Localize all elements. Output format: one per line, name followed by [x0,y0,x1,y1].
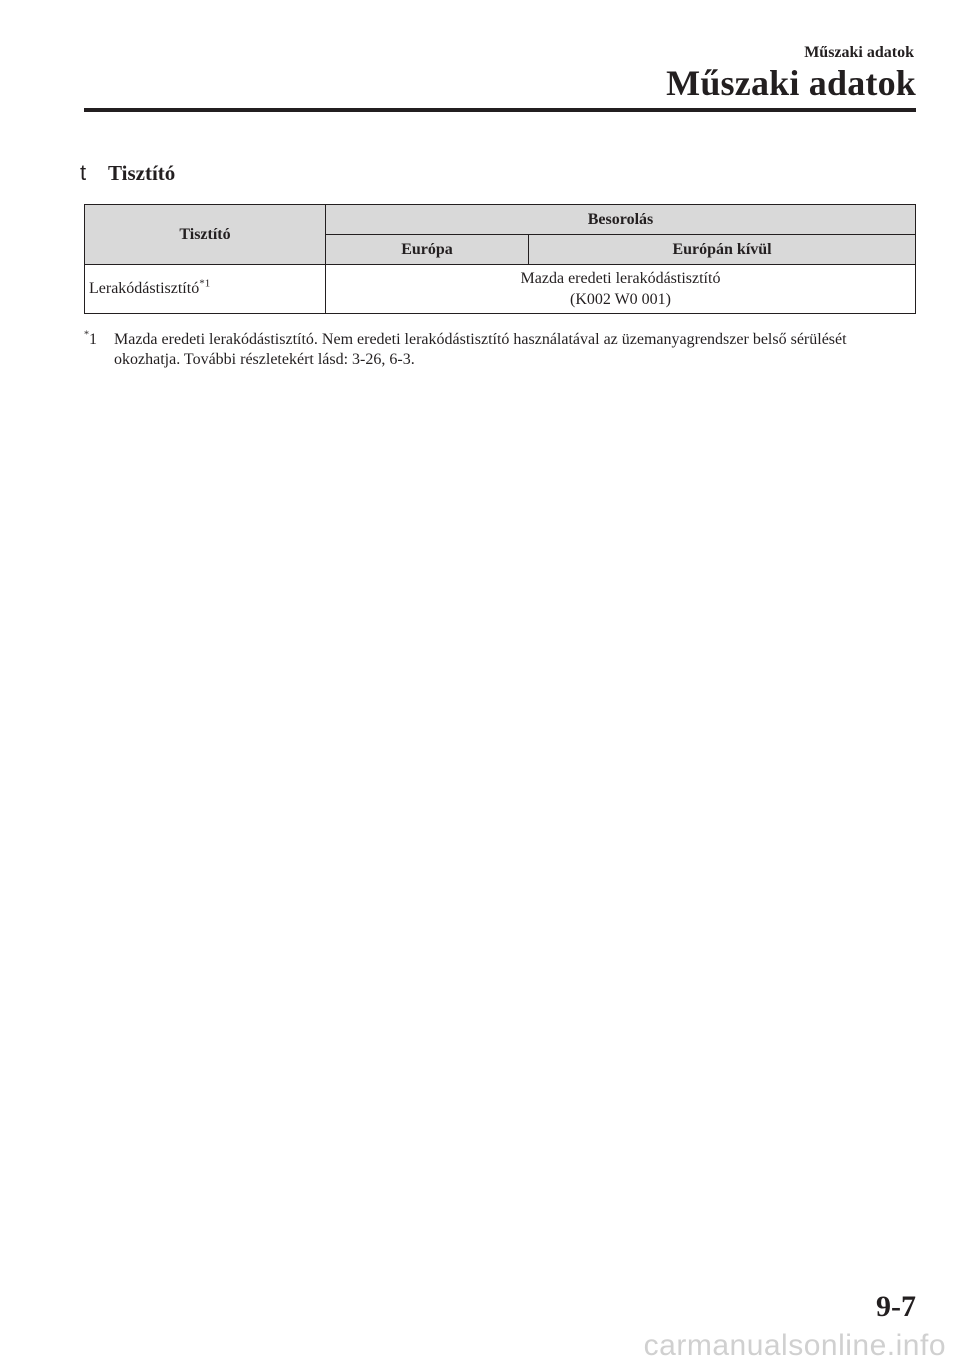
running-header-small: Műszaki adatok [804,44,914,61]
watermark: carmanualsonline.info [643,1329,946,1362]
header-cell-tisztito: Tisztító [85,205,326,265]
header-cell-besorolas: Besorolás [326,205,916,235]
page-number: 9-7 [876,1290,916,1323]
row-value-cell [326,265,916,314]
footnote-text: Mazda eredeti lerakódástisztító. Nem eredeti lerakódástisztító használatával az üzemanyagrendszer belső sérülését okozhatja. További részletekért lásd: 3-26, 6-3. [114,331,847,368]
row-label: Lerakódástisztító [89,280,200,297]
cleaner-spec-table [84,204,916,314]
header-divider [84,108,916,112]
header-cell-europa: Európa [326,235,529,265]
footnote-mark [84,330,124,350]
table-header-row [85,205,916,235]
running-header-large: Műszaki adatok [666,63,916,103]
header-cell-europan-kivul: Európán kívül [529,235,916,265]
row-value-line2: (K002 W0 001) [569,291,672,308]
table-row [85,265,916,314]
footnote-reference: *1 [199,277,211,290]
section-marker-icon: t [80,160,87,185]
section-title: Tisztító [108,160,176,185]
footnote-number: 1 [89,331,97,348]
row-value-line1: Mazda eredeti lerakódástisztító [520,270,721,287]
footnote-asterisk: * [84,329,89,341]
section-heading [80,160,175,186]
footnote [84,330,916,370]
row-label-cell [85,265,326,314]
